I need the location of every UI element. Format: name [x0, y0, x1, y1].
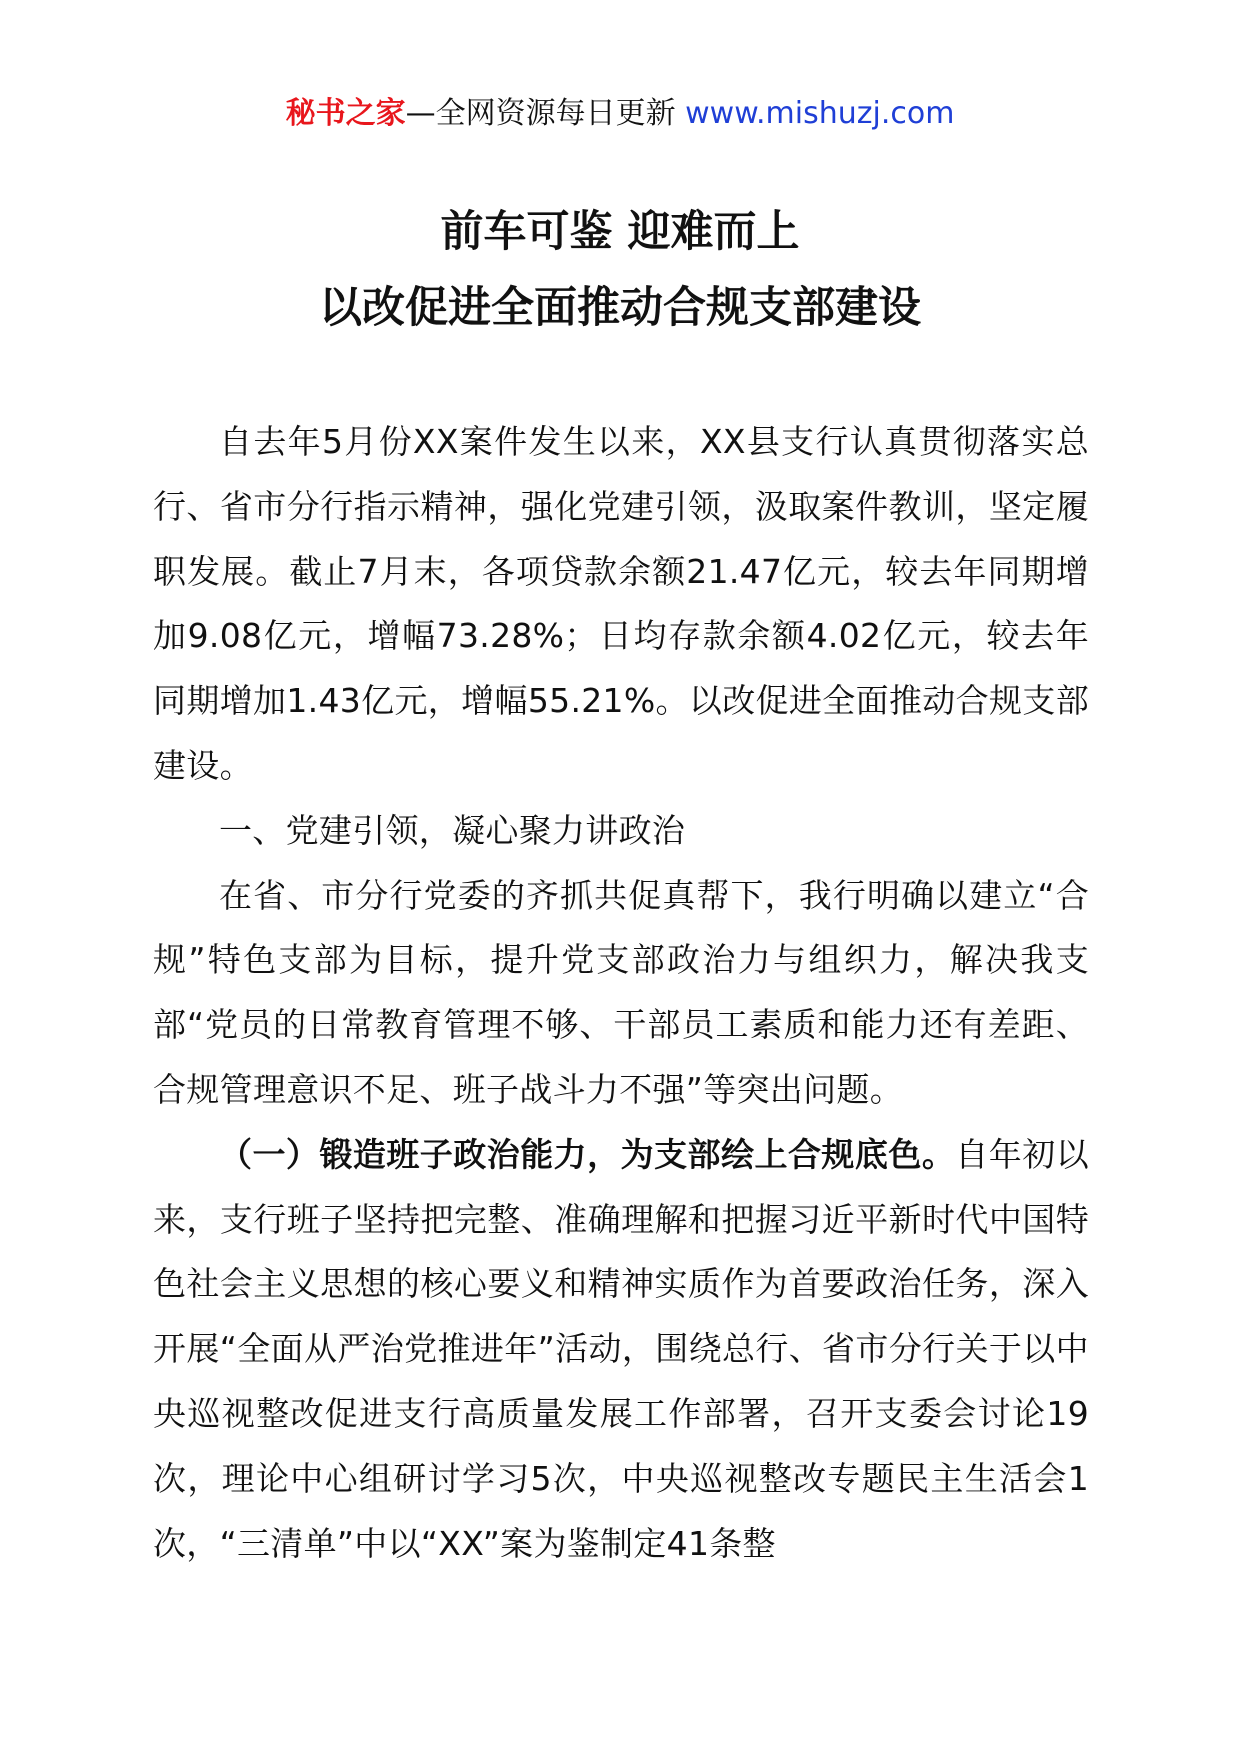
document-body	[153, 410, 1089, 1576]
brand-slogan: —全网资源每日更新	[405, 96, 686, 131]
subsection-text-1: 自年初以来，支行班子坚持把完整、准确理解和把握习近平新时代中国特色社会主义思想的核心要义和精神实质作为首要政治任务，深入开展“全面从严治党推进年”活动，围绕总行、省市分行关于以中央巡视整改促进支行高质量发展工作部署，召开支委会讨论19次，理论中心组研讨学习5次，中央巡视整改专题民主生活会1次，“三清单”中以“XX”案为鉴制定41条整	[153, 1134, 1089, 1563]
document-title-line1: 前车可鉴 迎难而上	[440, 207, 800, 257]
section-heading-1: 一、党建引领，凝心聚力讲政治	[219, 810, 686, 850]
subsection-heading-1: （一）锻造班子政治能力，为支部绘上合规底色。	[219, 1134, 956, 1174]
brand-name: 秘书之家	[285, 96, 406, 131]
paragraph-subsection1	[153, 1123, 1089, 1577]
watermark-header	[0, 94, 1240, 134]
paragraph-section1: 在省、市分行党委的齐抓共促真帮下，我行明确以建立“合规”特色支部为目标，提升党支部政治力与组织力，解决我支部“党员的日常教育管理不够、干部员工素质和能力还有差距、合规管理意识不足、班子战斗力不强”等突出问题。	[153, 875, 1089, 1109]
site-url[interactable]: www.mishuzj.com	[685, 96, 955, 131]
paragraph-intro: 自去年5月份XX案件发生以来，XX县支行认真贯彻落实总行、省市分行指示精神，强化党建引领，汲取案件教训，坚定履职发展。截止7月末，各项贷款余额21.47亿元，较去年同期增加9.08亿元，增幅73.28%；日均存款余额4.02亿元，较去年同期增加1.43亿元，增幅55.21%。以改促进全面推动合规支部建设。	[153, 422, 1089, 785]
document-title-line2: 以改促进全面推动合规支部建设	[319, 283, 921, 333]
